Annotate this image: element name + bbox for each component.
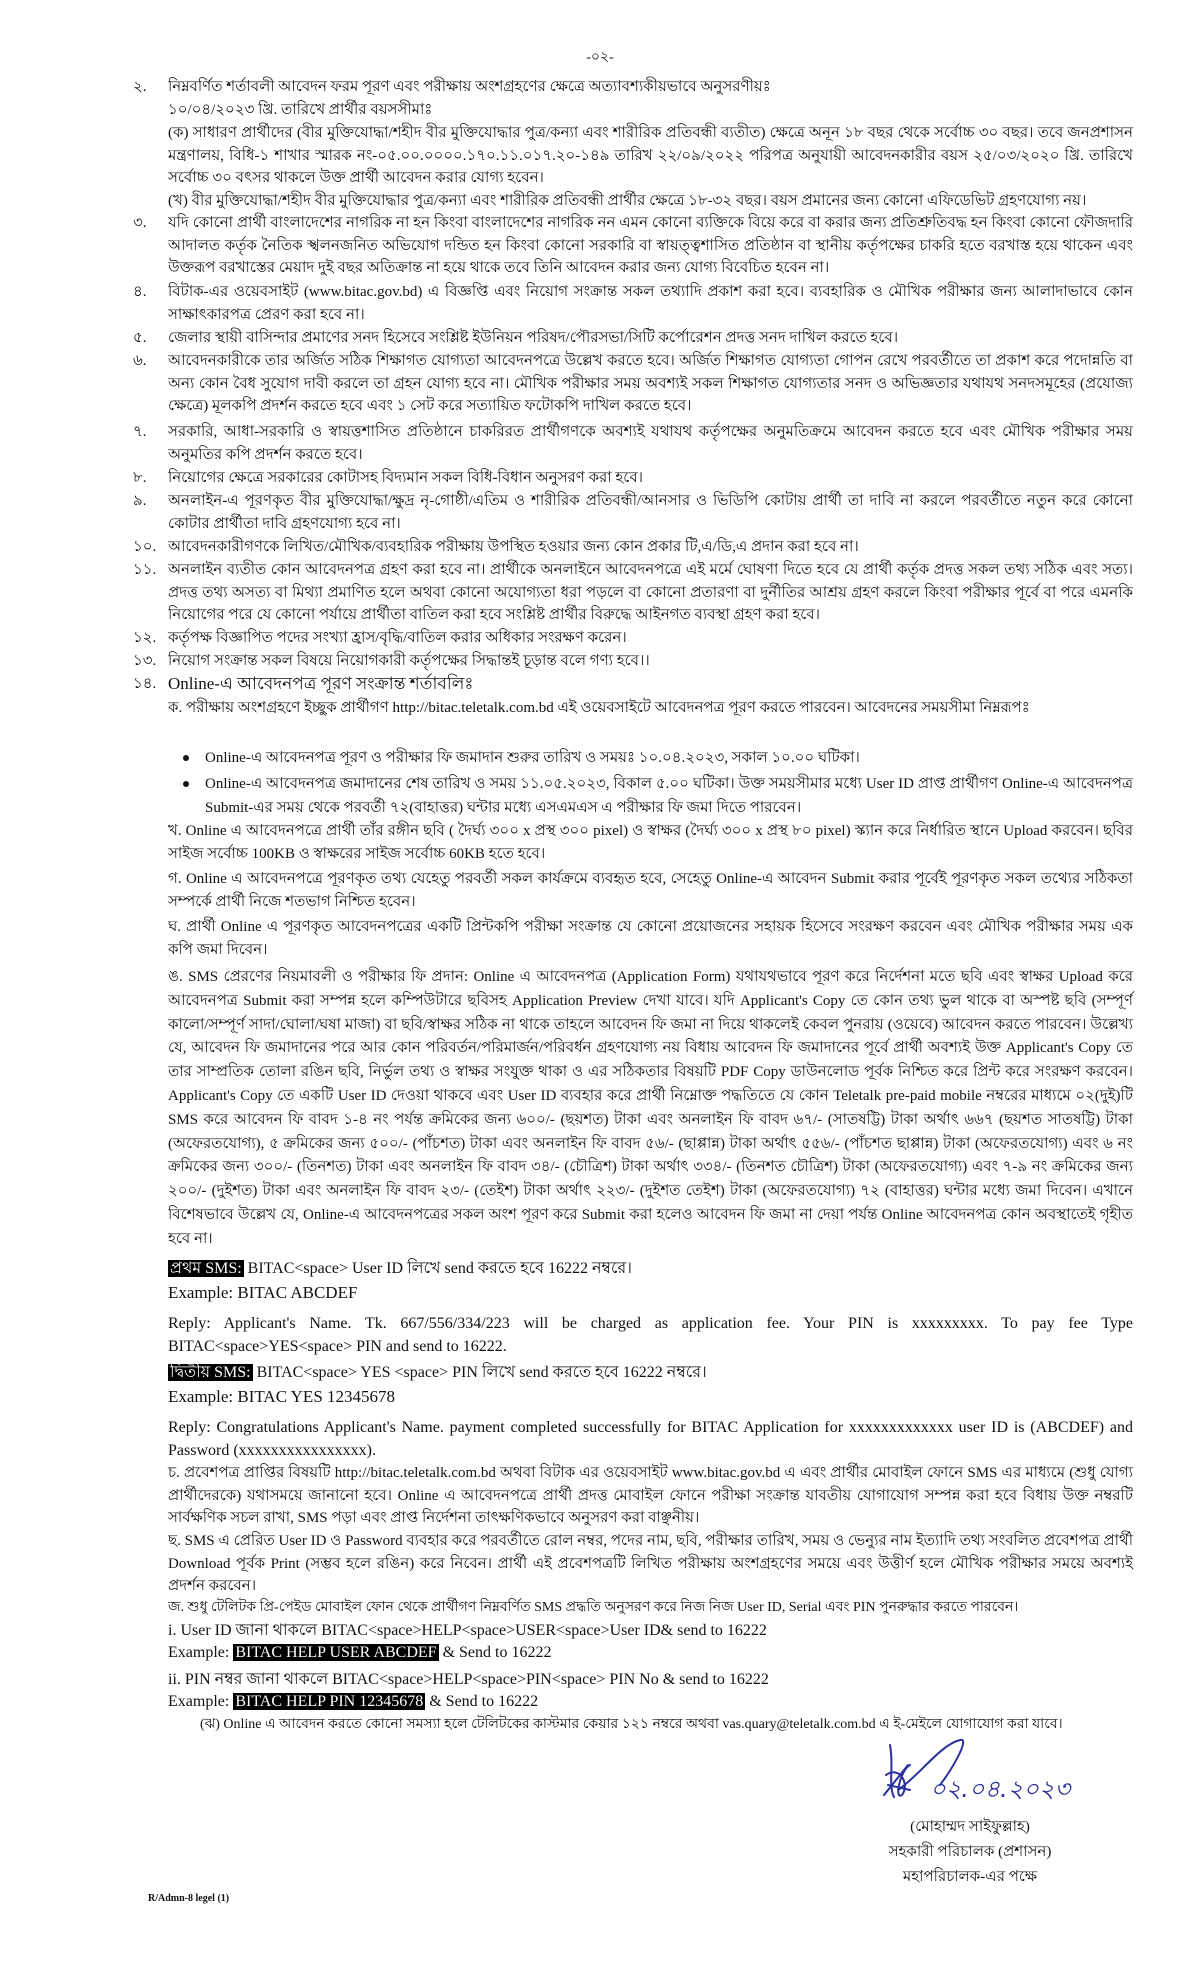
item-14 [133,673,1133,696]
sms1-label: প্রথম SMS: [170,1260,242,1277]
help-pin-example [168,1691,1133,1714]
online-jha-contact: (ঝ) Online এ আবেদন করতে কোনো সমস্যা হলে টেলিটকের কাস্টমার কেয়ার ১২১ নম্বরে অথবা vas.quary@teletalk.com.bd এ ই-মেইলে যোগাযোগ করা যাবে। [200,1717,1063,1732]
item-text: ১০/০৪/২০২৩ খ্রি. তারিখে প্রার্থীর বয়সসীমাঃ [168,102,433,118]
item-9 [133,490,1133,535]
age-limit-heading [133,99,1133,122]
online-kha: খ. Online এ আবেদনপত্রে প্রার্থী তাঁর রঙ্গীন ছবি ( দৈর্ঘ্য ৩০০ x প্রস্থ ৩০০ pixel) ও স্বাক্ষর (দৈর্ঘ্য ৩০০ x প্রস্থ ৮০ pixel) স্ক্যান করে নির্ধারিত স্থানে Upload করবেন। ছবির সাইজ সর্বোচ্চ 100KB ও স্বাক্ষরের সাইজ সর্বোচ্চ 60KB হতে হবে। [168,823,1133,862]
item-11 [133,559,1133,627]
online-ga: গ. Online এ আবেদনপত্রে পূরণকৃত তথ্য যেহেতু পরবর্তী সকল কার্যক্রমে ব্যবহৃত হবে, সেহেতু Online-এ আবেদন Submit করার পূর্বেই পূরণকৃত সকল তথ্যের সঠিকতা সম্পর্কে প্রার্থী নিজে শতভাগ নিশ্চিত হবেন। [168,871,1133,910]
item-text: আবেদনকারীগণকে লিখিত/মৌখিক/ব্যবহারিক পরীক্ষায় উপস্থিত হওয়ার জন্য কোন প্রকার টি,এ/ডি,এ প্রদান করা হবে না। [168,539,859,555]
help-pin: ii. PIN নম্বর জানা থাকলে BITAC<space>HELP<space>PIN<space> PIN No & send to 16222 [168,1671,769,1688]
signatory-name: (মোহাম্মদ সাইফুল্লাহ) [910,1819,1030,1835]
sms1-reply: Reply: Applicant's Name. Tk. 667/556/334/223 will be charged as application fee. Your PIN is xxxxxxxxx. To pay fee Type BITAC<space>YES<space> PIN and send to 16222. [168,1315,1133,1355]
example-label: Example: [168,1644,234,1661]
item-text: নিয়োগের ক্ষেত্রে সরকারের কোটাসহ বিদ্যমান সকল বিধি-বিধান অনুসরণ করা হবে। [168,470,644,486]
item-number: ৪. [133,284,147,300]
signatory-designation: সহকারী পরিচালক (প্রশাসন) [888,1844,1052,1860]
item-number: ২. [133,79,147,95]
item-3 [133,212,1133,280]
item-text: (খ) বীর মুক্তিযোদ্ধা/শহীদ বীর মুক্তিযোদ্ধার পুত্র/কন্যা এবং শারীরিক প্রতিবন্ধী প্রার্থীর ক্ষেত্রে ১৮-৩২ বছর। বয়স প্রমানের জন্য কোনো এফিডেভিট গ্রহণযোগ্য নয়। [168,193,1087,209]
age-limit-general [133,122,1133,190]
sms1-instruction [168,1258,1133,1281]
item-text: কর্তৃপক্ষ বিজ্ঞাপিত পদের সংখ্যা হ্রাস/বৃদ্ধি/বাতিল করার অধিকার সংরক্ষণ করেন। [168,630,627,646]
item-2 [133,76,1133,99]
sms2-label: দ্বিতীয় SMS: [170,1364,251,1381]
item-text: যদি কোনো প্রার্থী বাংলাদেশের নাগরিক না হন কিংবা বাংলাদেশের নাগরিক নন এমন কোনো ব্যক্তিকে বিয়ে করে বা করার জন্য প্রতিশ্রুতিবদ্ধ হন কিংবা কোনো ফৌজদারি আদালত কর্তৃক নৈতিক স্খলনজনিত অভিযোগ দন্ডিত হন কিংবা কোনো সরকারি বা স্বায়ত্ত্বশাসিত প্রতিষ্ঠান বা স্থানীয় কর্তৃপক্ষের চাকরি হতে বরখাস্ত হয়ে থাকেন এবং উক্তরূপ বরখাস্তের মেয়াদ দুই বছর অতিক্রান্ত না হয়ে থাকে তবে তিনি আবেদন করার জন্য যোগ্য বিবেচিত হবেন না। [168,215,1133,276]
item-number: ১০. [133,539,157,555]
item-number: ৮. [133,470,147,486]
item-text: বিটাক-এর ওয়েবসাইট (www.bitac.gov.bd) এ বিজ্ঞপ্তি এবং নিয়োগ সংক্রান্ত সকল তথ্যাদি প্রকাশ করা হবে। ব্যবহারিক ও মৌখিক পরীক্ষার জন্য আলাদাভাবে কোন সাক্ষাৎকারপত্র প্রেরণ করা হবে না। [168,284,1133,323]
item-number: ৩. [133,215,147,231]
sms2-text: BITAC<space> YES <space> PIN লিখে send করতে হবে 16222 নম্বরে। [252,1364,707,1381]
item-text: অনলাইন ব্যতীত কোন আবেদনপত্র গ্রহণ করা হবে না। প্রার্থীকে অনলাইনে আবেদনপত্রে এই মর্মে ঘোষণা দিতে হবে যে প্রার্থী কর্তৃক প্রদত্ত সকল তথ্য সঠিক এবং সত্য। প্রদত্ত তথ্য অসত্য বা মিথ্যা প্রমাণিত হলে অথবা কোনো অযোগ্যতা ধরা পড়লে বা কোনো প্রতারণা বা দুর্নীতির আশ্রয় গ্রহণ করলে কিংবা পরীক্ষার পূর্বে বা পরে এমনকি নিয়োগের পরে যে কোনো পর্যায়ে প্রার্থীতা বাতিল করা হবে সংশ্লিষ্ট প্রার্থীর বিরুদ্ধে আইনগত ব্যবস্থা গ্রহণ করা হবে। [168,562,1133,623]
item-text: নিয়োগ সংক্রান্ত সকল বিষয়ে নিয়োগকারী কর্তৃপক্ষের সিদ্ধান্তই চূড়ান্ত বলে গণ্য হবে।। [168,653,650,669]
item-12 [133,627,1133,650]
item-number: ১৪. [133,676,157,692]
item-text: নিম্নবর্ণিত শর্তাবলী আবেদন ফরম পূরণ এবং পরীক্ষায় অংশগ্রহণের ক্ষেত্রে অত্যাবশ্যকীয়ভাবে অনুসরণীয়ঃ [168,79,771,95]
help-user-example [168,1642,1133,1665]
item-text: সরকারি, আধা-সরকারি ও স্বায়ত্তশাসিত প্রতিষ্ঠানে চাকরিরত প্রার্থীগণকে অবশ্যই যথাযথ কর্তৃপক্ষের অনুমতিক্রমে আবেদন করতে হবে এবং মৌখিক পরীক্ষার সময় অনুমতির কপি প্রদর্শন করতে হবে। [168,424,1133,463]
online-gha: ঘ. প্রার্থী Online এ পূরণকৃত আবেদনপত্রের একটি প্রিন্টকপি পরীক্ষা সংক্রান্ত যে কোনো প্রয়োজনের সহায়ক হিসেবে সংরক্ষণ করবেন এবং মৌখিক পরীক্ষার সময় এক কপি জমা দিবেন। [168,919,1133,958]
help-user-id: i. User ID জানা থাকলে BITAC<space>HELP<space>USER<space>User ID& send to 16222 [168,1622,767,1639]
item-8 [133,467,1133,490]
item-7 [133,421,1133,466]
sms2-example: Example: BITAC YES 12345678 [168,1387,396,1406]
item-text: আবেদনকারীকে তার অর্জিত সঠিক শিক্ষাগত যোগ্যতা আবেদনপত্রে উল্লেখ করতে হবে। অর্জিত শিক্ষাগত যোগ্যতা গোপন রেখে পরবর্তীতে তা প্রকাশ করে পদোন্নতি বা অন্য কোন বৈধ সুযোগ দাবী করলে তা গ্রহন যোগ্য হবে না। মৌখিক পরীক্ষার সময় অবশ্যই সকল শিক্ষাগত যোগ্যতার সনদ ও অভিজ্ঞতার যথাযথ সনদসমূহের (প্রযোজ্য ক্ষেত্রে) মূলকপি প্রদর্শন করতে হবে এবং ১ সেট করে সত্যায়িত ফটোকপি দাখিল করতে হবে। [168,353,1133,414]
sms2-instruction [168,1362,1133,1385]
example-tail: & Send to 16222 [425,1693,539,1710]
bullet-end-date: Online-এ আবেদনপত্র জমাদানের শেষ তারিখ ও সময় ১১.০৫.২০২৩, বিকাল ৫.০০ ঘটিকা। উক্ত সময়সীমার মধ্যে User ID প্রাপ্ত প্রার্থীগণ Online-এ আবেদনপত্র Submit-এর সময় থেকে পরবর্তী ৭২(বাহাত্তর) ঘন্টার মধ্যে এসএমএস এ পরীক্ষার ফি জমা দিতে পারবেন। [205,772,1133,820]
item-10 [133,536,1133,559]
sms2-reply: Reply: Congratulations Applicant's Name. payment completed successfully for BITAC Application for xxxxxxxxxxxxx user ID is (ABCDEF) and Password (xxxxxxxxxxxxxxxx). [168,1419,1133,1459]
example-tail: & Send to 16222 [438,1644,552,1661]
item-number: ১৩. [133,653,157,669]
online-ka: ক. পরীক্ষায় অংশগ্রহণে ইচ্ছুক প্রার্থীগণ http://bitac.teletalk.com.bd এই ওয়েবসাইটে আবেদনপত্র পূরণ করতে পারবেন। আবেদনের সময়সীমা নিম্নরূপঃ [168,700,1030,716]
item-number: ৯. [133,493,147,509]
item-text: অনলাইন-এ পূরণকৃত বীর মুক্তিযোদ্ধা/ক্ষুদ্র নৃ-গোষ্ঠী/এতিম ও শারীরিক প্রতিবন্ধী/আনসার ও ভিডিপি কোটায় প্রার্থী তা দাবি না করলে পরবর্তীতে নতুন করে কোনো কোটার প্রার্থীতা দাবি গ্রহণযোগ্য হবে না। [168,493,1133,532]
item-number: ৭. [133,424,147,440]
signature-image [880,1735,1110,1815]
age-limit-freedom-fighter [133,190,1133,213]
example-label: Example: [168,1693,234,1710]
item-text: জেলার স্থায়ী বাসিন্দার প্রমাণের সনদ হিসেবে সংশ্লিষ্ট ইউনিয়ন পরিষদ/পৌরসভা/সিটি কর্পোরেশন প্রদত্ত সনদ দাখিল করতে হবে। [168,330,899,346]
sms1-text: BITAC<space> User ID লিখে send করতে হবে 16222 নম্বরে। [243,1260,632,1277]
example-code: BITAC HELP PIN 12345678 [235,1693,424,1710]
item-number: ১২. [133,630,157,646]
document-reference: R/Admn-8 legel (1) [148,1893,230,1904]
online-uma-sms-rules: ঙ. SMS প্রেরণের নিয়মাবলী ও পরীক্ষার ফি প্রদান: Online এ আবেদনপত্র (Application Form) যথাযথভাবে পূরণ করে নির্দেশনা মতে ছবি এবং স্বাক্ষর Upload করে আবেদনপত্র Submit করা সম্পন্ন হলে কম্পিউটারে ছবিসহ Application Preview দেখা যাবে। যদি Applicant's Copy তে কোন তথ্য ভুল থাকে বা অস্পষ্ট ছবি (সম্পূর্ণ কালো/সম্পূর্ণ সাদা/ঘোলা/ঘষা মাজা) বা ছবি/স্বাক্ষর সঠিক না থাকে তাহলে আবেদন ফি জমা না দিয়ে থাকলেই কেবল পুনরায় (ওয়েবে) আবেদন করতে পারবেন। উল্লেখ্য যে, আবেদন ফি জমাদানের পরে আর কোন পরিবর্তন/পরিমার্জন/পরিবর্ধন গ্রহণযোগ্য নয় বিধায় আবেদন ফি জমাদানের পূর্বে প্রার্থী অবশ্যই উক্ত Applicant's Copy তে তার সাম্প্রতিক তোলা রঙিন ছবি, নির্ভুল তথ্য ও স্বাক্ষর সংযুক্ত থাকা ও এর সঠিকতার বিষয়টি PDF Copy ডাউনলোড পূর্বক নিশ্চিত করে প্রিন্ট করে সংরক্ষণ করবেন। Applicant's Copy তে একটি User ID দেওয়া থাকবে এবং User ID ব্যবহার করে প্রার্থী নিম্নোক্ত পদ্ধতিতে যে কোন Teletalk pre-paid mobile নম্বরের মাধ্যমে ০২(দুই)টি SMS করে আবেদন ফি বাবদ ১-৪ নং পর্যন্ত ক্রমিকের জন্য ৬০০/- (ছয়শত) টাকা এবং অনলাইন ফি বাবদ ৬৭/- (সাতষট্টি) টাকা অর্থাৎ ৬৬৭ (ছয়শত সাতষট্টি) টাকা (অফেরতযোগ্য), ৫ ক্রমিকের জন্য ৫০০/- (পাঁচশত) টাকা এবং অনলাইন ফি বাবদ ৫৬/- (ছাপ্পান্ন) টাকা অর্থাৎ ৫৫৬/- (পাঁচশত ছাপ্পান্ন) টাকা (অফেরতযোগ্য) এবং ৬ নং ক্রমিকের জন্য ৩০০/- (তিনশত) টাকা এবং অনলাইন ফি বাবদ ৩৪/- (চৌত্রিশ) টাকা অর্থাৎ ৩৩৪/- (তিনশত চৌত্রিশ) টাকা (অফেরতযোগ্য) এবং ৭-৯ নং ক্রমিকের জন্য ২০০/- (দুইশত) টাকা এবং অনলাইন ফি বাবদ ২৩/- (তেইশ) টাকা অর্থাৎ ২২৩/- (দুইশত তেইশ) টাকা (অফেরতযোগ্য) ৭২ (বাহাত্তর) ঘন্টার মধ্যে জমা দিবেন। এখানে বিশেষভাবে উল্লেখ যে, Online-এ আবেদনপত্রের সকল অংশ পূরণ করে Submit করা হলেও আবেদন ফি জমা না দেয়া পর্যন্ত Online আবেদনপত্র কোন অবস্থাতেই গৃহীত হবে না। [168,969,1133,1247]
item-number: ৫. [133,330,147,346]
item-5 [133,327,1133,350]
item-text: (ক) সাধারণ প্রার্থীদের (বীর মুক্তিযোদ্ধা/শহীদ বীর মুক্তিযোদ্ধার পুত্র/কন্যা এবং শারীরিক প্রতিবন্ধী ব্যতীত) ক্ষেত্রে অনূন ১৮ বছর থেকে সর্বোচ্চ ৩০ বছর। তবে জনপ্রশাসন মন্ত্রণালয়, বিধি-১ শাখার স্মারক নং-০৫.০০.০০০০.১৭০.১১.০১৭.২০-১৪৯ তারিখ ২২/০৯/২০২২ পরিপত্র অনুযায়ী আবেদনকারীর বয়স ২৫/০৩/২০২০ খ্রি. তারিখে সর্বোচ্চ ৩০ বৎসর থাকলে উক্ত প্রার্থী আবেদন করার যোগ্য হবেন। [168,125,1133,186]
signature-date: ০২.০৪.২০২৩ [930,1775,1071,1803]
page-number: -০২- [586,50,614,65]
online-ja: জ. শুধু টেলিটক প্রি-পেইড মোবাইল ফোন থেকে প্রার্থীগণ নিম্নবর্ণিত SMS প্রদ্ধতি অনুসরণ করে নিজ নিজ User ID, Serial এবং PIN পুনরুদ্ধার করতে পারবেন। [168,1600,1019,1615]
example-code: BITAC HELP USER ABCDEF [235,1644,437,1661]
bullet-start-date: Online-এ আবেদনপত্র পূরণ ও পরীক্ষার ফি জমাদান শুরুর তারিখ ও সময়ঃ ১০.০৪.২০২৩, সকাল ১০.০০ ঘটিকা। [205,746,1133,770]
item-13 [133,650,1133,673]
item-number: ৬. [133,353,147,369]
online-cha: চ. প্রবেশপত্র প্রাপ্তির বিষয়টি http://bitac.teletalk.com.bd অথবা বিটাক এর ওয়েবসাইট www.bitac.gov.bd এ এবং প্রার্থীর মোবাইল ফোনে SMS এর মাধ্যমে (শুধু যোগ্য প্রার্থীদেরকে) যথাসময়ে জানানো হবে। Online এ আবেদনপত্রে প্রার্থী প্রদত্ত মোবাইল ফোনে পরীক্ষা সংক্রান্ত যাবতীয় যোগাযোগ সম্পন্ন করা হবে বিধায় উক্ত নম্বরটি সার্বক্ষণিক সচল রাখা, SMS পড়া এবং প্রাপ্ত নির্দেশনা তাৎক্ষণিকভাবে অনুসরণ করা বাঞ্ছনীয়। [168,1465,1133,1526]
online-chha: ছ. SMS এ প্রেরিত User ID ও Password ব্যবহার করে পরবর্তীতে রোল নম্বর, পদের নাম, ছবি, পরীক্ষার তারিখ, সময় ও ভেন্যুর নাম ইত্যাদি তথ্য সংবলিত প্রবেশপত্র প্রার্থী Download পূর্বক Print (সম্ভব হলে রঙিন) করে নিবেন। প্রার্থী এই প্রবেশপত্রটি লিখিত পরীক্ষায় অংশগ্রহণের সময়ে এবং উত্তীর্ণ হলে মৌখিক পরীক্ষার সময়ে অবশ্যই প্রদর্শন করবেন। [168,1533,1133,1594]
sms1-example: Example: BITAC ABCDEF [168,1283,358,1302]
item-4 [133,281,1133,326]
item-number: ১১. [133,562,157,578]
item-6 [133,350,1133,418]
signatory-on-behalf: মহাপরিচালক-এর পক্ষে [902,1869,1038,1885]
item-text: Online-এ আবেদনপত্র পূরণ সংক্রান্ত শর্তাবলিঃ [168,674,474,693]
